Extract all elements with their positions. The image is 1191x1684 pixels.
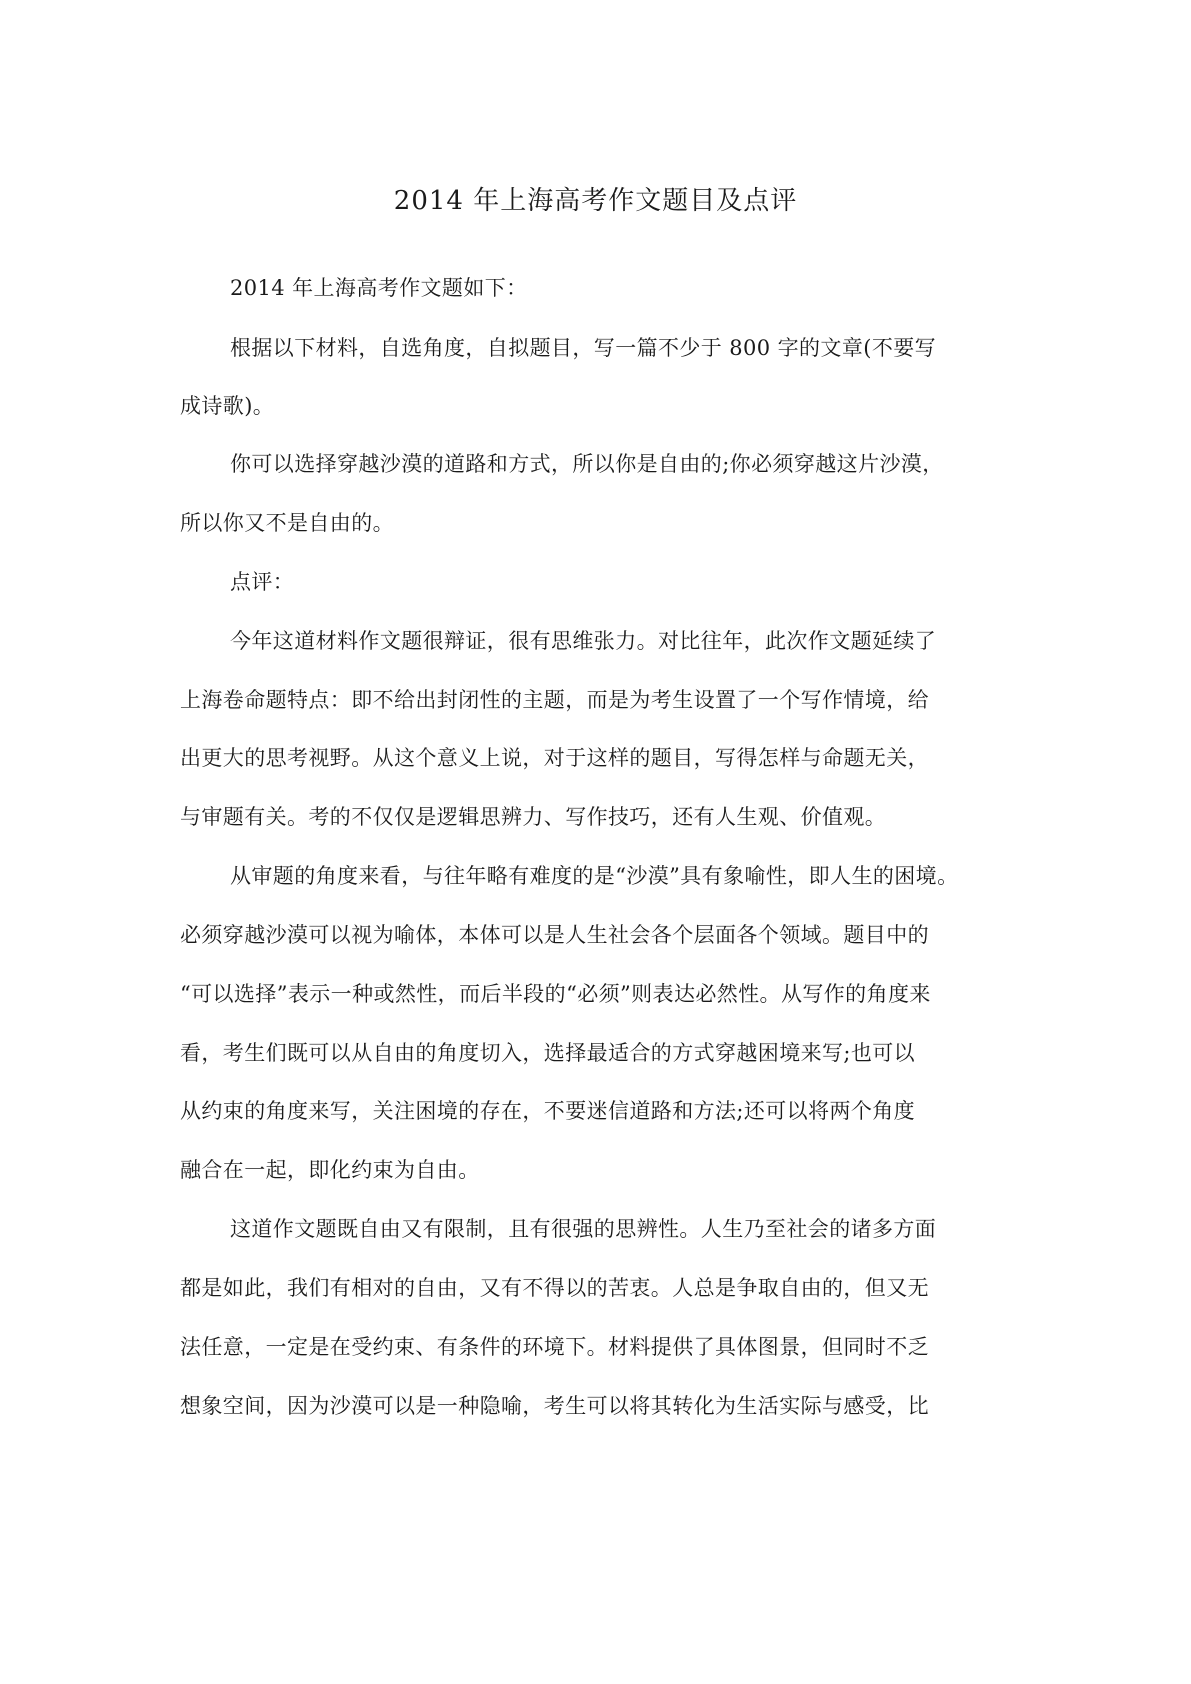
paragraph-line: 你可以选择穿越沙漠的道路和方式，所以你是自由的;你必须穿越这片沙漠， xyxy=(230,452,944,476)
paragraph-line: 点评： xyxy=(230,570,295,594)
paragraph-line: 与审题有关。考的不仅仅是逻辑思辨力、写作技巧，还有人生观、价值观。 xyxy=(180,805,887,829)
paragraph-line: “可以选择”表示一种或然性，而后半段的“必须”则表达必然性。从写作的角度来 xyxy=(180,982,931,1006)
paragraph-line: 成诗歌)。 xyxy=(180,394,275,418)
paragraph-line: 必须穿越沙漠可以视为喻体，本体可以是人生社会各个层面各个领域。题目中的 xyxy=(180,923,929,947)
paragraph-line: 今年这道材料作文题很辩证，很有思维张力。对比往年，此次作文题延续了 xyxy=(230,629,937,653)
paragraph-line: 法任意，一定是在受约束、有条件的环境下。材料提供了具体图景，但同时不乏 xyxy=(180,1335,929,1359)
paragraph-line: 融合在一起，即化约束为自由。 xyxy=(180,1158,480,1182)
document-title: 2014 年上海高考作文题目及点评 xyxy=(393,186,798,216)
paragraph-line: 所以你又不是自由的。 xyxy=(180,511,394,535)
paragraph-line: 出更大的思考视野。从这个意义上说，对于这样的题目，写得怎样与命题无关， xyxy=(180,746,929,770)
paragraph-line: 根据以下材料，自选角度，自拟题目，写一篇不少于 800 字的文章(不要写 xyxy=(230,336,937,360)
paragraph-line: 2014 年上海高考作文题如下： xyxy=(230,276,528,300)
paragraph-line: 从审题的角度来看，与往年略有难度的是“沙漠”具有象喻性，即人生的困境。 xyxy=(230,864,959,888)
paragraph-line: 从约束的角度来写，关注困境的存在，不要迷信道路和方法;还可以将两个角度 xyxy=(180,1099,916,1123)
paragraph-line: 这道作文题既自由又有限制，且有很强的思辨性。人生乃至社会的诸多方面 xyxy=(230,1217,937,1241)
paragraph-line: 想象空间，因为沙漠可以是一种隐喻，考生可以将其转化为生活实际与感受，比 xyxy=(180,1394,929,1418)
paragraph-line: 看，考生们既可以从自由的角度切入，选择最适合的方式穿越困境来写;也可以 xyxy=(180,1041,916,1065)
paragraph-line: 都是如此，我们有相对的自由，又有不得以的苦衷。人总是争取自由的，但又无 xyxy=(180,1276,929,1300)
paragraph-line: 上海卷命题特点：即不给出封闭性的主题，而是为考生设置了一个写作情境，给 xyxy=(180,688,929,712)
